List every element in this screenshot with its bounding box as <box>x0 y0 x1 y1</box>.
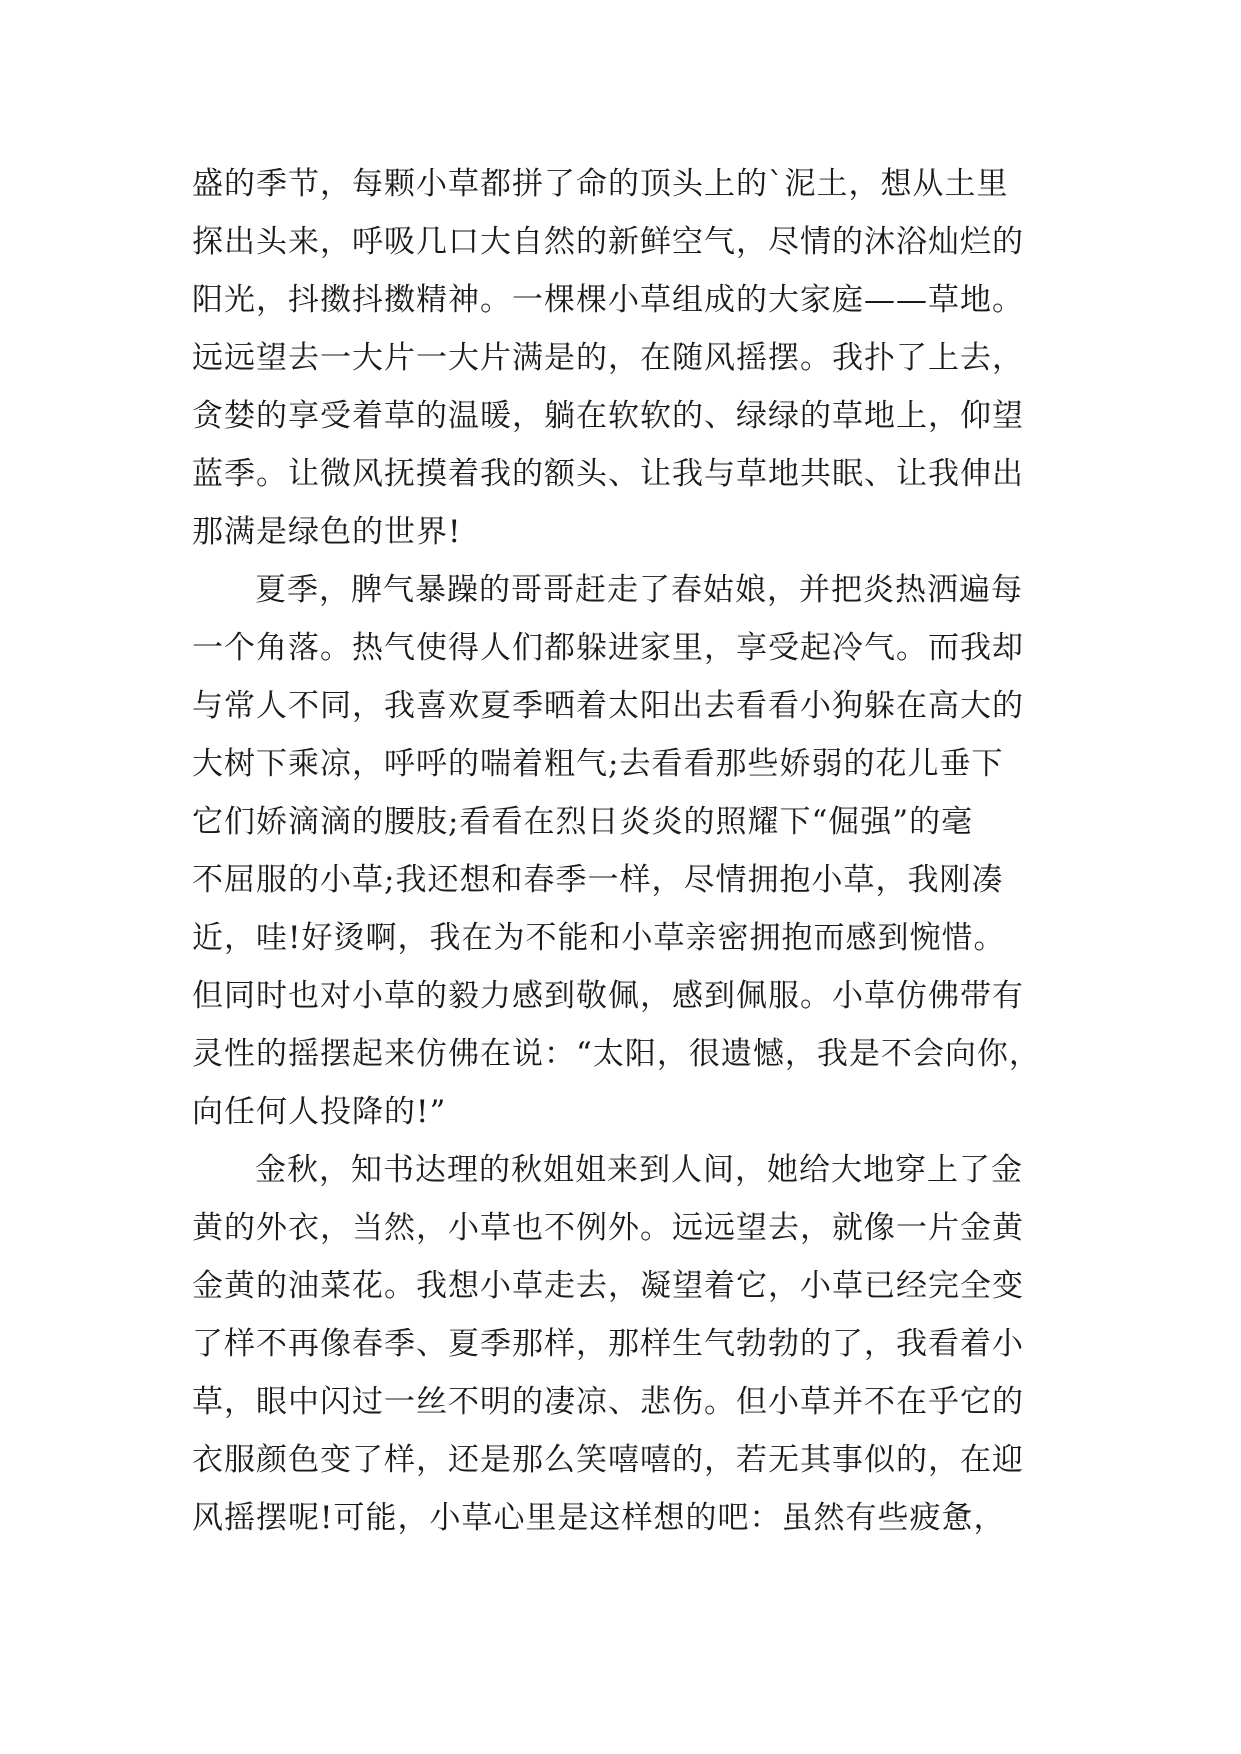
text-line: 探出头来，呼吸几口大自然的新鲜空气，尽情的沐浴灿烂的 <box>192 224 1024 260</box>
text-line: 风摇摆呢!可能，小草心里是这样想的吧：虽然有些疲惫， <box>192 1500 1006 1536</box>
text-line: 蓝季。让微风抚摸着我的额头、让我与草地共眠、让我伸出 <box>192 456 1024 492</box>
text-line: 贪婪的享受着草的温暖，躺在软软的、绿绿的草地上，仰望 <box>192 398 1024 434</box>
text-line: 阳光，抖擞抖擞精神。一棵棵小草组成的大家庭——草地。 <box>192 282 1024 318</box>
text-line: 大树下乘凉，呼呼的喘着粗气;去看看那些娇弱的花儿垂下 <box>192 746 1004 782</box>
text-line: 远远望去一大片一大片满是的，在随风摇摆。我扑了上去， <box>192 340 1024 376</box>
text-line: 衣服颜色变了样，还是那么笑嘻嘻的，若无其事似的，在迎 <box>192 1442 1024 1478</box>
text-line: 灵性的摇摆起来仿佛在说：“太阳，很遗憾，我是不会向你， <box>192 1036 1041 1072</box>
text-line: 草，眼中闪过一丝不明的凄凉、悲伤。但小草并不在乎它的 <box>192 1384 1024 1420</box>
text-line: 它们娇滴滴的腰肢;看看在烈日炎炎的照耀下“倔强”的毫 <box>192 804 974 840</box>
text-line: 但同时也对小草的毅力感到敬佩，感到佩服。小草仿佛带有 <box>192 978 1024 1014</box>
text-line: 金黄的油菜花。我想小草走去，凝望着它，小草已经完全变 <box>192 1268 1024 1304</box>
text-line: 黄的外衣，当然，小草也不例外。远远望去，就像一片金黄 <box>192 1210 1024 1246</box>
text-line: 那满是绿色的世界! <box>192 514 462 550</box>
text-line: 近，哇!好烫啊，我在为不能和小草亲密拥抱而感到惋惜。 <box>192 920 1006 956</box>
text-line: 了样不再像春季、夏季那样，那样生气勃勃的了，我看着小 <box>192 1326 1024 1362</box>
paragraph-start-line: 金秋，知书达理的秋姐姐来到人间，她给大地穿上了金 <box>255 1152 1023 1188</box>
text-line: 不屈服的小草;我还想和春季一样，尽情拥抱小草，我刚凑 <box>192 862 1004 898</box>
text-line: 盛的季节，每颗小草都拼了命的顶头上的`泥土，想从土里 <box>192 166 1009 202</box>
text-line: 一个角落。热气使得人们都躲进家里，享受起冷气。而我却 <box>192 630 1024 666</box>
text-line: 与常人不同，我喜欢夏季晒着太阳出去看看小狗躲在高大的 <box>192 688 1024 724</box>
text-line: 向任何人投降的!” <box>192 1094 447 1130</box>
paragraph-start-line: 夏季，脾气暴躁的哥哥赶走了春姑娘，并把炎热洒遍每 <box>255 572 1023 608</box>
